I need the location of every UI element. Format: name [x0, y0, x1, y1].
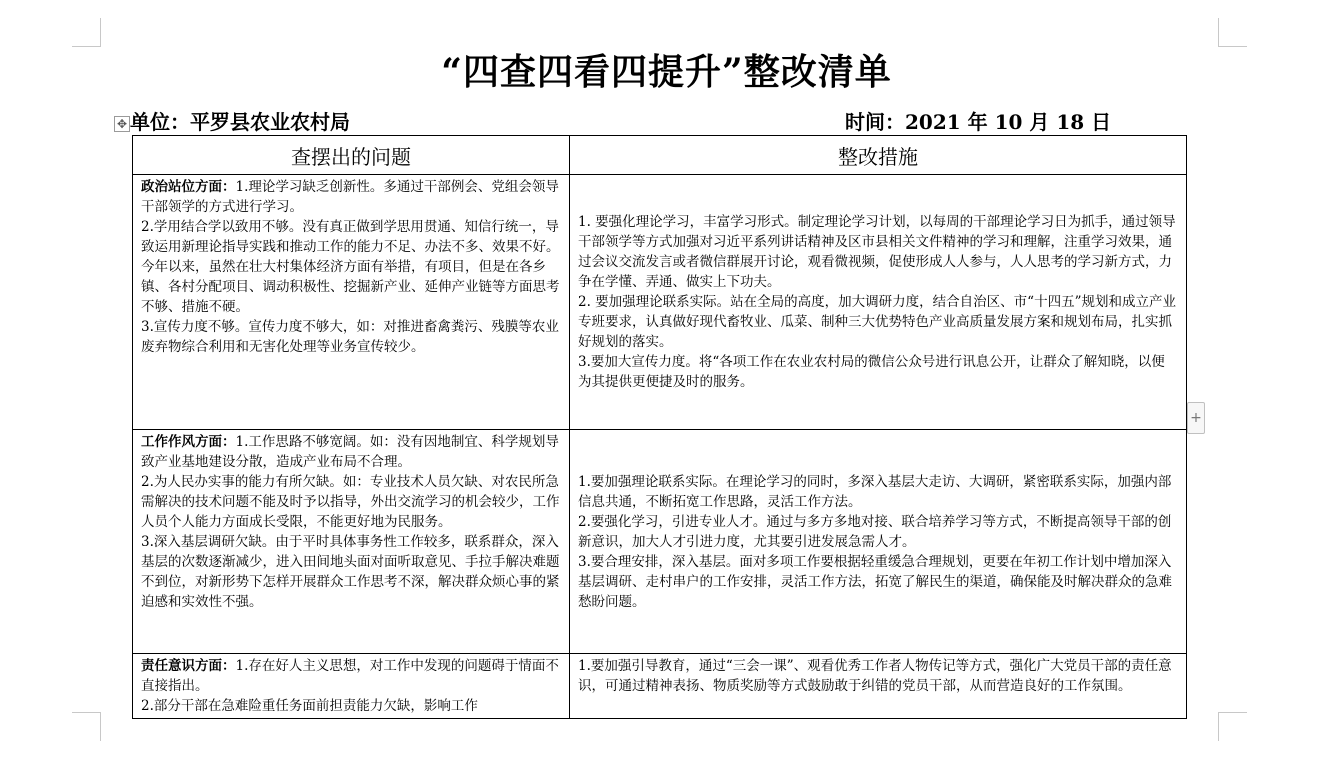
measure-item: 3.要加大宣传力度。将“各项工作在农业农村局的微信公众号进行讯息公开，让群众了解知晓，以便为其提供更便捷及时的服务。: [578, 354, 1165, 390]
problems-cell[interactable]: [133, 430, 570, 654]
unit-label: 单位：平罗县农业农村局: [130, 110, 350, 134]
measure-item: 2.要强化学习，引进专业人才。通过与多方多地对接、联合培养学习等方式，不断提高领导干部的创新意识，加大人才引进力度，尤其要引进发展急需人才。: [578, 513, 1172, 550]
table-row: [133, 175, 1187, 430]
problem-item: 2.学用结合学以致用不够。没有真正做到学思用贯通、知信行统一，导致运用新理论指导实践和推动工作的能力不足、办法不多、效果不好。今年以来，虽然在壮大村集体经济方面有举措，有项目，但是在各乡镇、各村分配项目、调动积极性、挖掘新产业、延伸产业链等方面思考不够、措施不硬。: [141, 219, 560, 315]
measure-item: 1.要加强引导教育，通过“三会一课”、观看优秀工作者人物传记等方式，强化广大党员干部的责任意识，可通过精神表扬、物质奖励等方式鼓励敢于纠错的党员干部，从而营造良好的工作氛围。: [578, 658, 1172, 694]
header-measures: 整改措施: [570, 136, 1187, 175]
problem-item: 3.深入基层调研欠缺。由于平时具体事务性工作较多，联系群众，深入基层的次数逐渐减少，进入田间地头面对面听取意见、手拉手解决难题不到位，对新形势下怎样开展群众工作思考不深，解决群众烦心事的紧迫感和实效性不强。: [141, 534, 560, 610]
problems-cell[interactable]: [133, 654, 570, 719]
page-corner-mark-bottom-left: [72, 712, 101, 741]
measure-item: 1.要加强理论联系实际。在理论学习的同时，多深入基层大走访、大调研，紧密联系实际，加强内部信息共通，不断拓宽工作思路，灵活工作方法。: [578, 473, 1172, 510]
problem-item: 2.部分干部在急难险重任务面前担责能力欠缺，影响工作: [141, 698, 478, 714]
measure-item: 1. 要强化理论学习，丰富学习形式。制定理论学习计划，以每周的干部理论学习日为抓手，通过领导干部领学等方式加强对习近平系列讲话精神及区市县相关文件精神的学习和理解，注重学习效果，通过会议交流发言或者微信群展开讨论，观看微视频，促使形成人人参与，人人思考的学习新方式，力争在学懂、弄通、做实上下功夫。: [578, 214, 1176, 290]
measure-item: 3.要合理安排，深入基层。面对多项工作要根据轻重缓急合理规划，更要在年初工作计划中增加深入基层调研、走村串户的工作安排，灵活工作方法，拓宽了解民生的渠道，确保能及时解决群众的急难愁盼问题。: [578, 553, 1172, 610]
problem-item: 1.存在好人主义思想，对工作中发现的问题碍于情面不直接指出。: [141, 658, 559, 694]
problem-item: 1.工作思路不够宽阔。如：没有因地制宜、科学规划导致产业基地建设分散，造成产业布局不合理。: [141, 434, 559, 470]
measures-cell[interactable]: [570, 430, 1187, 654]
measures-cell[interactable]: [570, 654, 1187, 719]
document-title: “四查四看四提升”整改清单: [441, 51, 892, 93]
date-label: 时间：2021 年 10 月 18 日: [845, 110, 1112, 134]
table-header-row: [133, 136, 1187, 175]
move-cross-icon[interactable]: ✥: [114, 116, 130, 132]
category-label: 工作作风方面：: [141, 434, 236, 450]
plus-icon[interactable]: +: [1187, 402, 1205, 434]
problem-item: 3.宣传力度不够。宣传力度不够大，如：对推进畜禽粪污、残膜等农业废弃物综合利用和无害化处理等业务宣传较少。: [141, 319, 559, 355]
category-label: 政治站位方面：: [141, 179, 236, 195]
rectification-table: [132, 135, 1187, 719]
table-row: [133, 654, 1187, 719]
header-problems: 查摆出的问题: [133, 136, 570, 175]
page-corner-mark-top-left: [72, 18, 101, 47]
measures-cell[interactable]: [570, 175, 1187, 430]
problem-item: 1.理论学习缺乏创新性。多通过干部例会、党组会领导干部领学的方式进行学习。: [141, 179, 559, 215]
page-corner-mark-bottom-right: [1218, 712, 1247, 741]
category-label: 责任意识方面：: [141, 658, 236, 674]
problem-item: 2.为人民办实事的能力有所欠缺。如：专业技术人员欠缺、对农民所急需解决的技术问题不能及时予以指导，外出交流学习的机会较少，工作人员个人能力方面成长受限，不能更好地为民服务。: [141, 474, 560, 530]
measure-item: 2. 要加强理论联系实际。站在全局的高度，加大调研力度，结合自治区、市“十四五”规划和成立产业专班要求，认真做好现代畜牧业、瓜菜、制种三大优势特色产业高质量发展方案和规划布局，扎实抓好规划的落实。: [578, 294, 1176, 350]
table-row: [133, 430, 1187, 654]
problems-cell[interactable]: [133, 175, 570, 430]
page-corner-mark-top-right: [1218, 18, 1247, 47]
